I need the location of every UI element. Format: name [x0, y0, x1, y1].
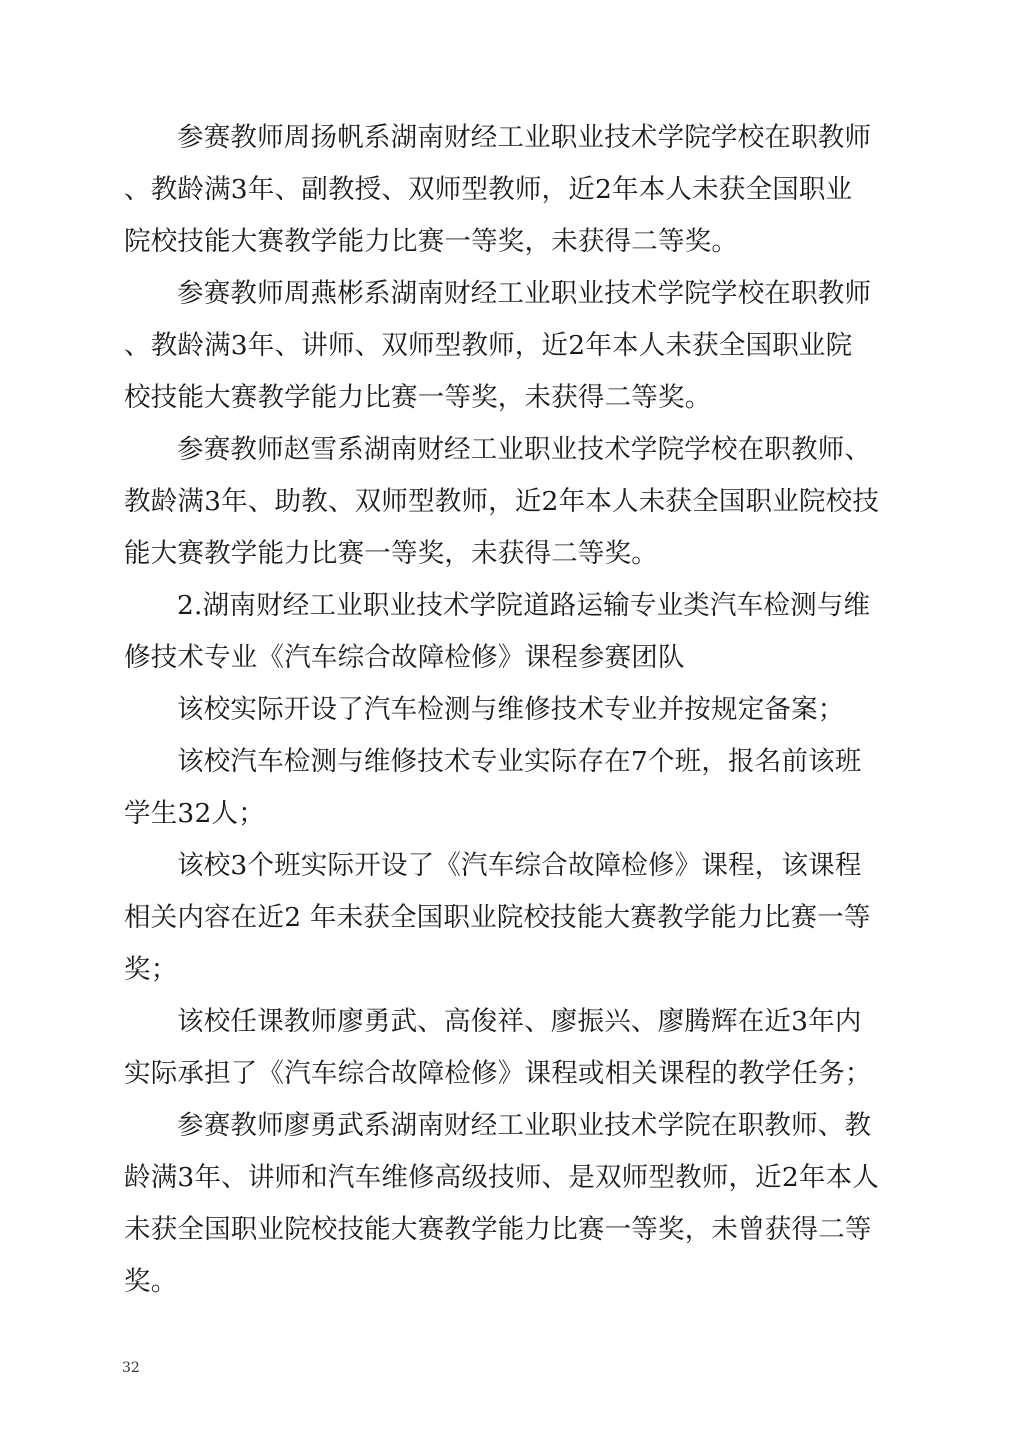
paragraph-section-2-heading: 2.湖南财经工业职业技术学院道路运输专业类汽车检测与维 修技术专业《汽车综合故障检修》课程参赛团队 [124, 590, 871, 673]
paragraph-course-teachers: 该校任课教师廖勇武、高俊祥、廖振兴、廖腾辉在近3年内 实际承担了《汽车综合故障检修》课程或相关课程的教学任务； [124, 1006, 872, 1089]
paragraph-teacher-zhou-yangfan: 参赛教师周扬帆系湖南财经工业职业技术学院学校在职教师 、教龄满3年、副教授、双师型教师，近2年本人未获全国职业 院校技能大赛教学能力比赛一等奖，未获得二等奖。 [124, 122, 872, 257]
paragraph-class-count: 该校汽车检测与维修技术专业实际存在7个班，报名前该班 学生32人； [124, 746, 862, 829]
paragraph-teacher-liao-yongwu: 参赛教师廖勇武系湖南财经工业职业技术学院在职教师、教 龄满3年、讲师和汽车维修高级技师、是双师型教师，近2年本人 未获全国职业院校技能大赛教学能力比赛一等奖，未曾获得二等 奖。 [124, 1110, 880, 1297]
paragraph-teacher-zhou-yanbin: 参赛教师周燕彬系湖南财经工业职业技术学院学校在职教师 、教龄满3年、讲师、双师型教师，近2年本人未获全国职业院 校技能大赛教学能力比赛一等奖，未获得二等奖。 [124, 278, 872, 413]
paragraph-major-registration: 该校实际开设了汽车检测与维修技术专业并按规定备案； [177, 694, 845, 725]
paragraph-course-offering: 该校3个班实际开设了《汽车综合故障检修》课程，该课程 相关内容在近2 年未获全国职业院校技能大赛教学能力比赛一等 奖； [124, 850, 871, 985]
paragraph-teacher-zhao-xue: 参赛教师赵雪系湖南财经工业职业技术学院学校在职教师、 教龄满3年、助教、双师型教师，近2年本人未获全国职业院校技 能大赛教学能力比赛一等奖，未获得二等奖。 [124, 434, 880, 569]
document-body [124, 112, 904, 1308]
page-number: 32 [122, 1360, 140, 1376]
